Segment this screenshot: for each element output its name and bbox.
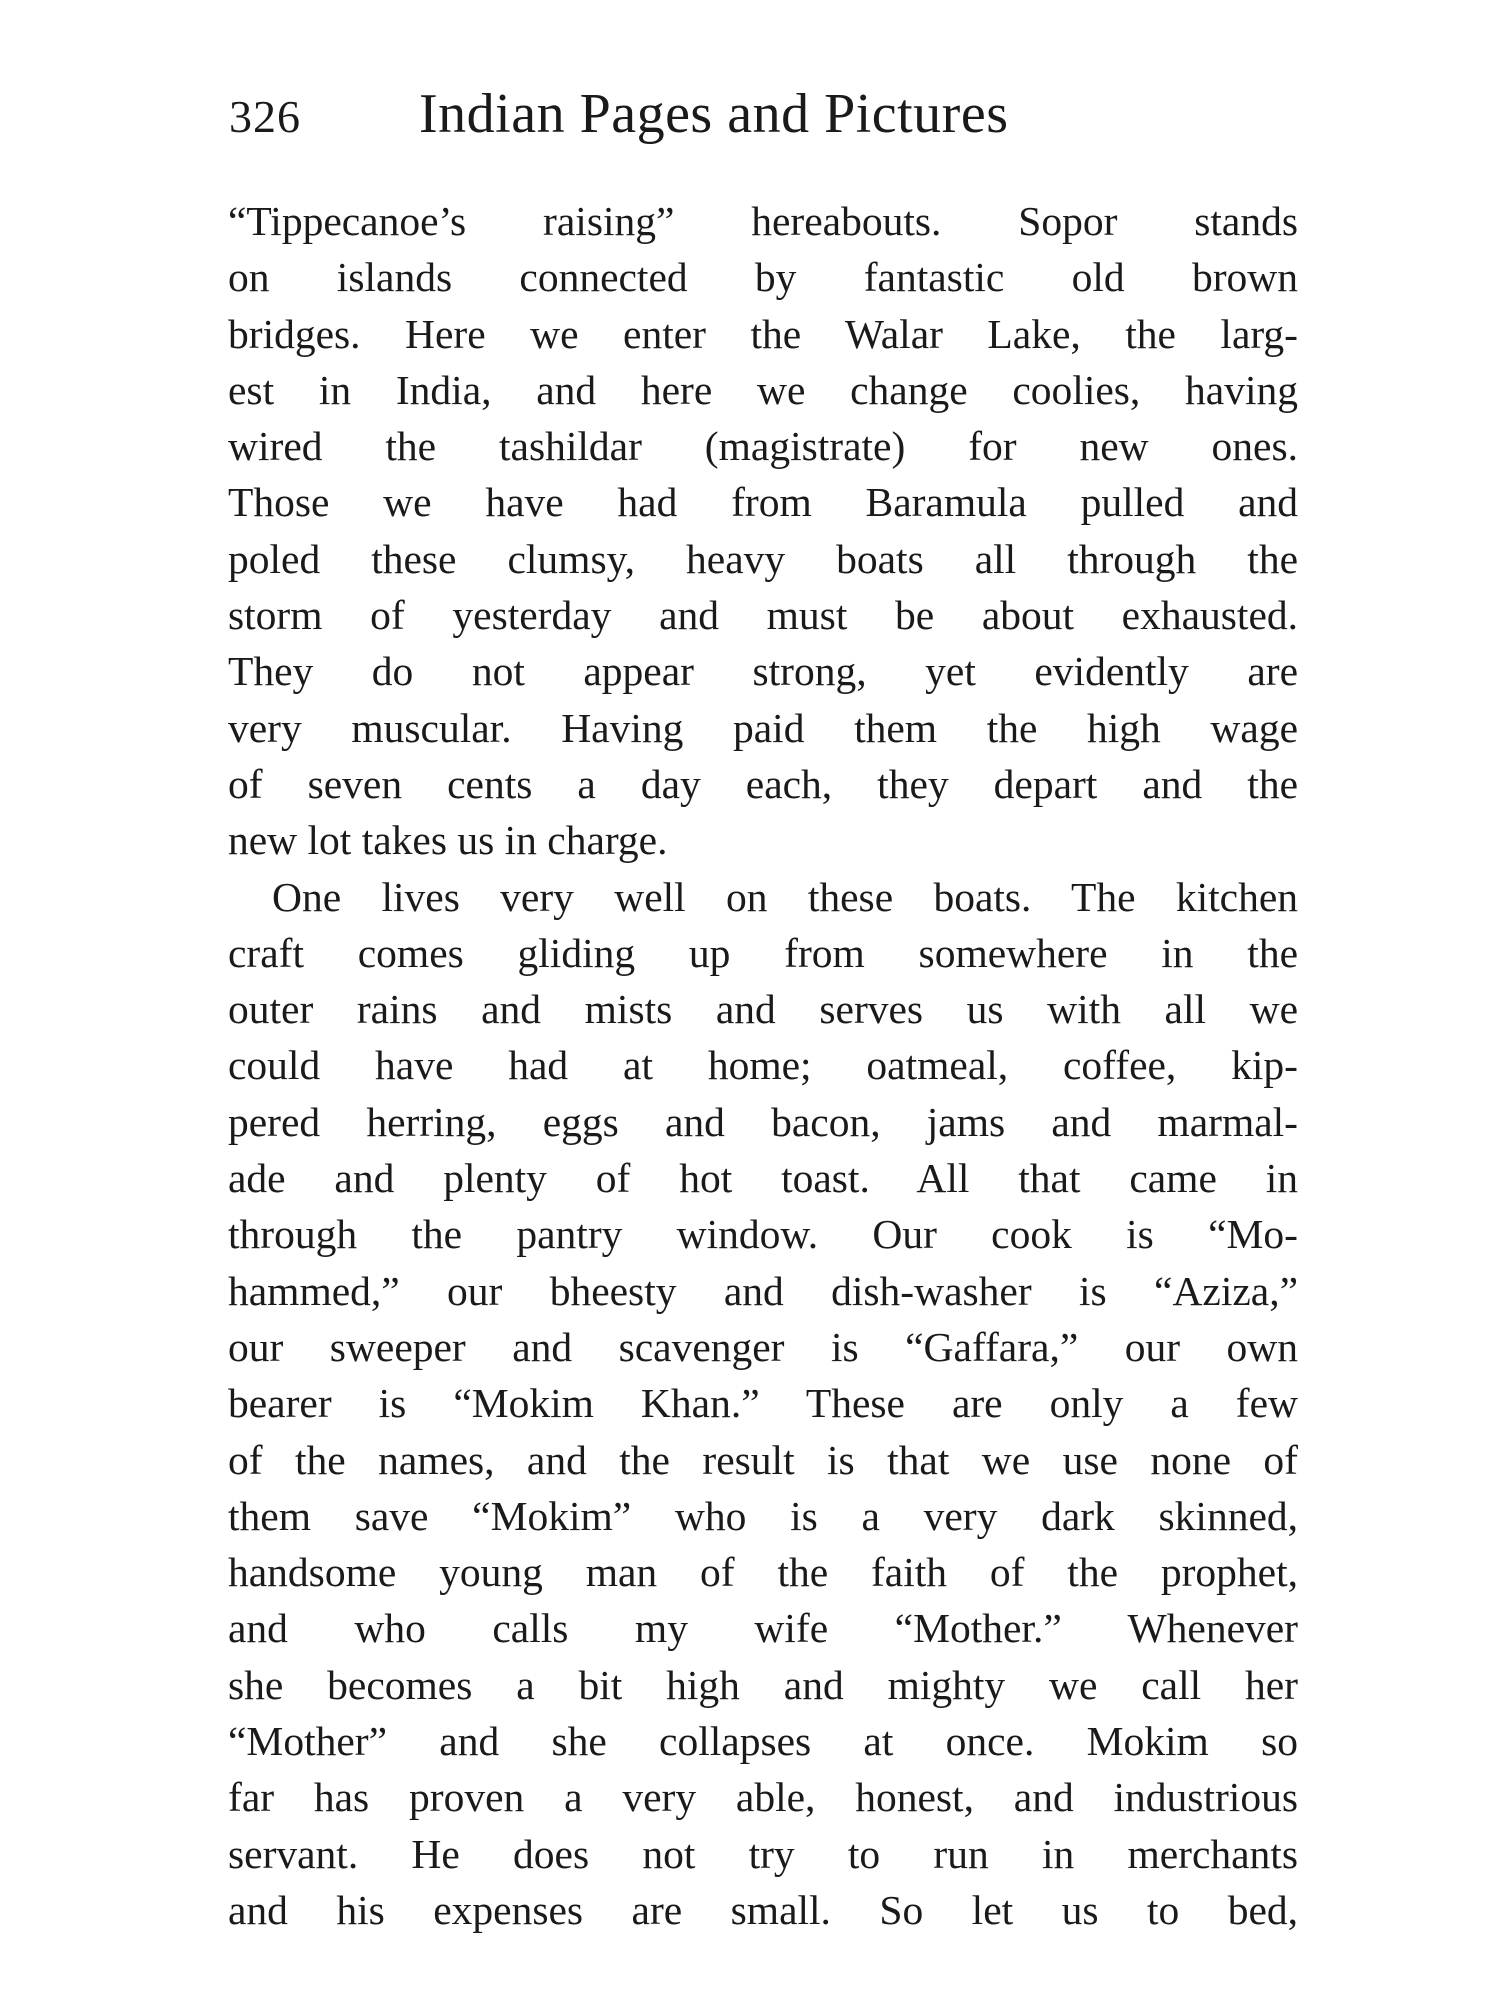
- text-line: she becomes a bit high and mighty we call her: [228, 1661, 1298, 1708]
- text-line: poled these clumsy, heavy boats all through the: [228, 535, 1298, 582]
- text-line: and who calls my wife “Mother.” Whenever: [228, 1605, 1298, 1652]
- text-line: Those we have had from Baramula pulled and: [228, 479, 1298, 526]
- text-line: of the names, and the result is that we use none of: [228, 1436, 1298, 1483]
- text-line: very muscular. Having paid them the high wage: [228, 704, 1298, 751]
- text-line: our sweeper and scavenger is “Gaffara,” our own: [228, 1323, 1298, 1370]
- text-line: could have had at home; oatmeal, coffee, kip-: [228, 1042, 1298, 1089]
- paragraph-end-line: new lot takes us in charge.: [228, 817, 668, 864]
- text-line: wired the tashildar (magistrate) for new ones.: [228, 423, 1298, 470]
- text-line: “Mother” and she collapses at once. Mokim so: [228, 1718, 1298, 1765]
- text-line: of seven cents a day each, they depart and the: [228, 760, 1298, 807]
- text-line: through the pantry window. Our cook is “Mo-: [228, 1211, 1298, 1258]
- text-line: “Tippecanoe’s raising” hereabouts. Sopor stands: [228, 198, 1298, 244]
- paragraph-start-line: One lives very well on these boats. The kitchen: [272, 873, 1298, 920]
- text-line: storm of yesterday and must be about exhausted.: [228, 592, 1298, 639]
- text-line: hammed,” our bheesty and dish-washer is “Aziza,”: [228, 1267, 1298, 1314]
- text-line: outer rains and mists and serves us with all we: [228, 986, 1298, 1033]
- text-line: pered herring, eggs and bacon, jams and marmal-: [228, 1098, 1298, 1145]
- text-line: est in India, and here we change coolies, having: [228, 366, 1298, 413]
- text-line: bridges. Here we enter the Walar Lake, the larg-: [228, 310, 1298, 357]
- text-line: far has proven a very able, honest, and industrious: [228, 1774, 1298, 1821]
- running-head: [229, 82, 1299, 152]
- book-title: Indian Pages and Pictures: [419, 83, 1009, 145]
- text-line: bearer is “Mokim Khan.” These are only a few: [228, 1380, 1298, 1427]
- body-text: [228, 193, 1298, 1938]
- text-line: servant. He does not try to run in merchants: [228, 1830, 1298, 1877]
- text-line: They do not appear strong, yet evidently are: [228, 648, 1298, 695]
- text-line: craft comes gliding up from somewhere in the: [228, 929, 1298, 976]
- text-line: handsome young man of the faith of the prophet,: [228, 1549, 1298, 1596]
- text-line: them save “Mokim” who is a very dark skinned,: [228, 1492, 1298, 1539]
- text-line: on islands connected by fantastic old brown: [228, 254, 1298, 301]
- text-line: and his expenses are small. So let us to bed,: [228, 1886, 1298, 1933]
- page-number: 326: [229, 91, 301, 142]
- text-line: ade and plenty of hot toast. All that came in: [228, 1155, 1298, 1202]
